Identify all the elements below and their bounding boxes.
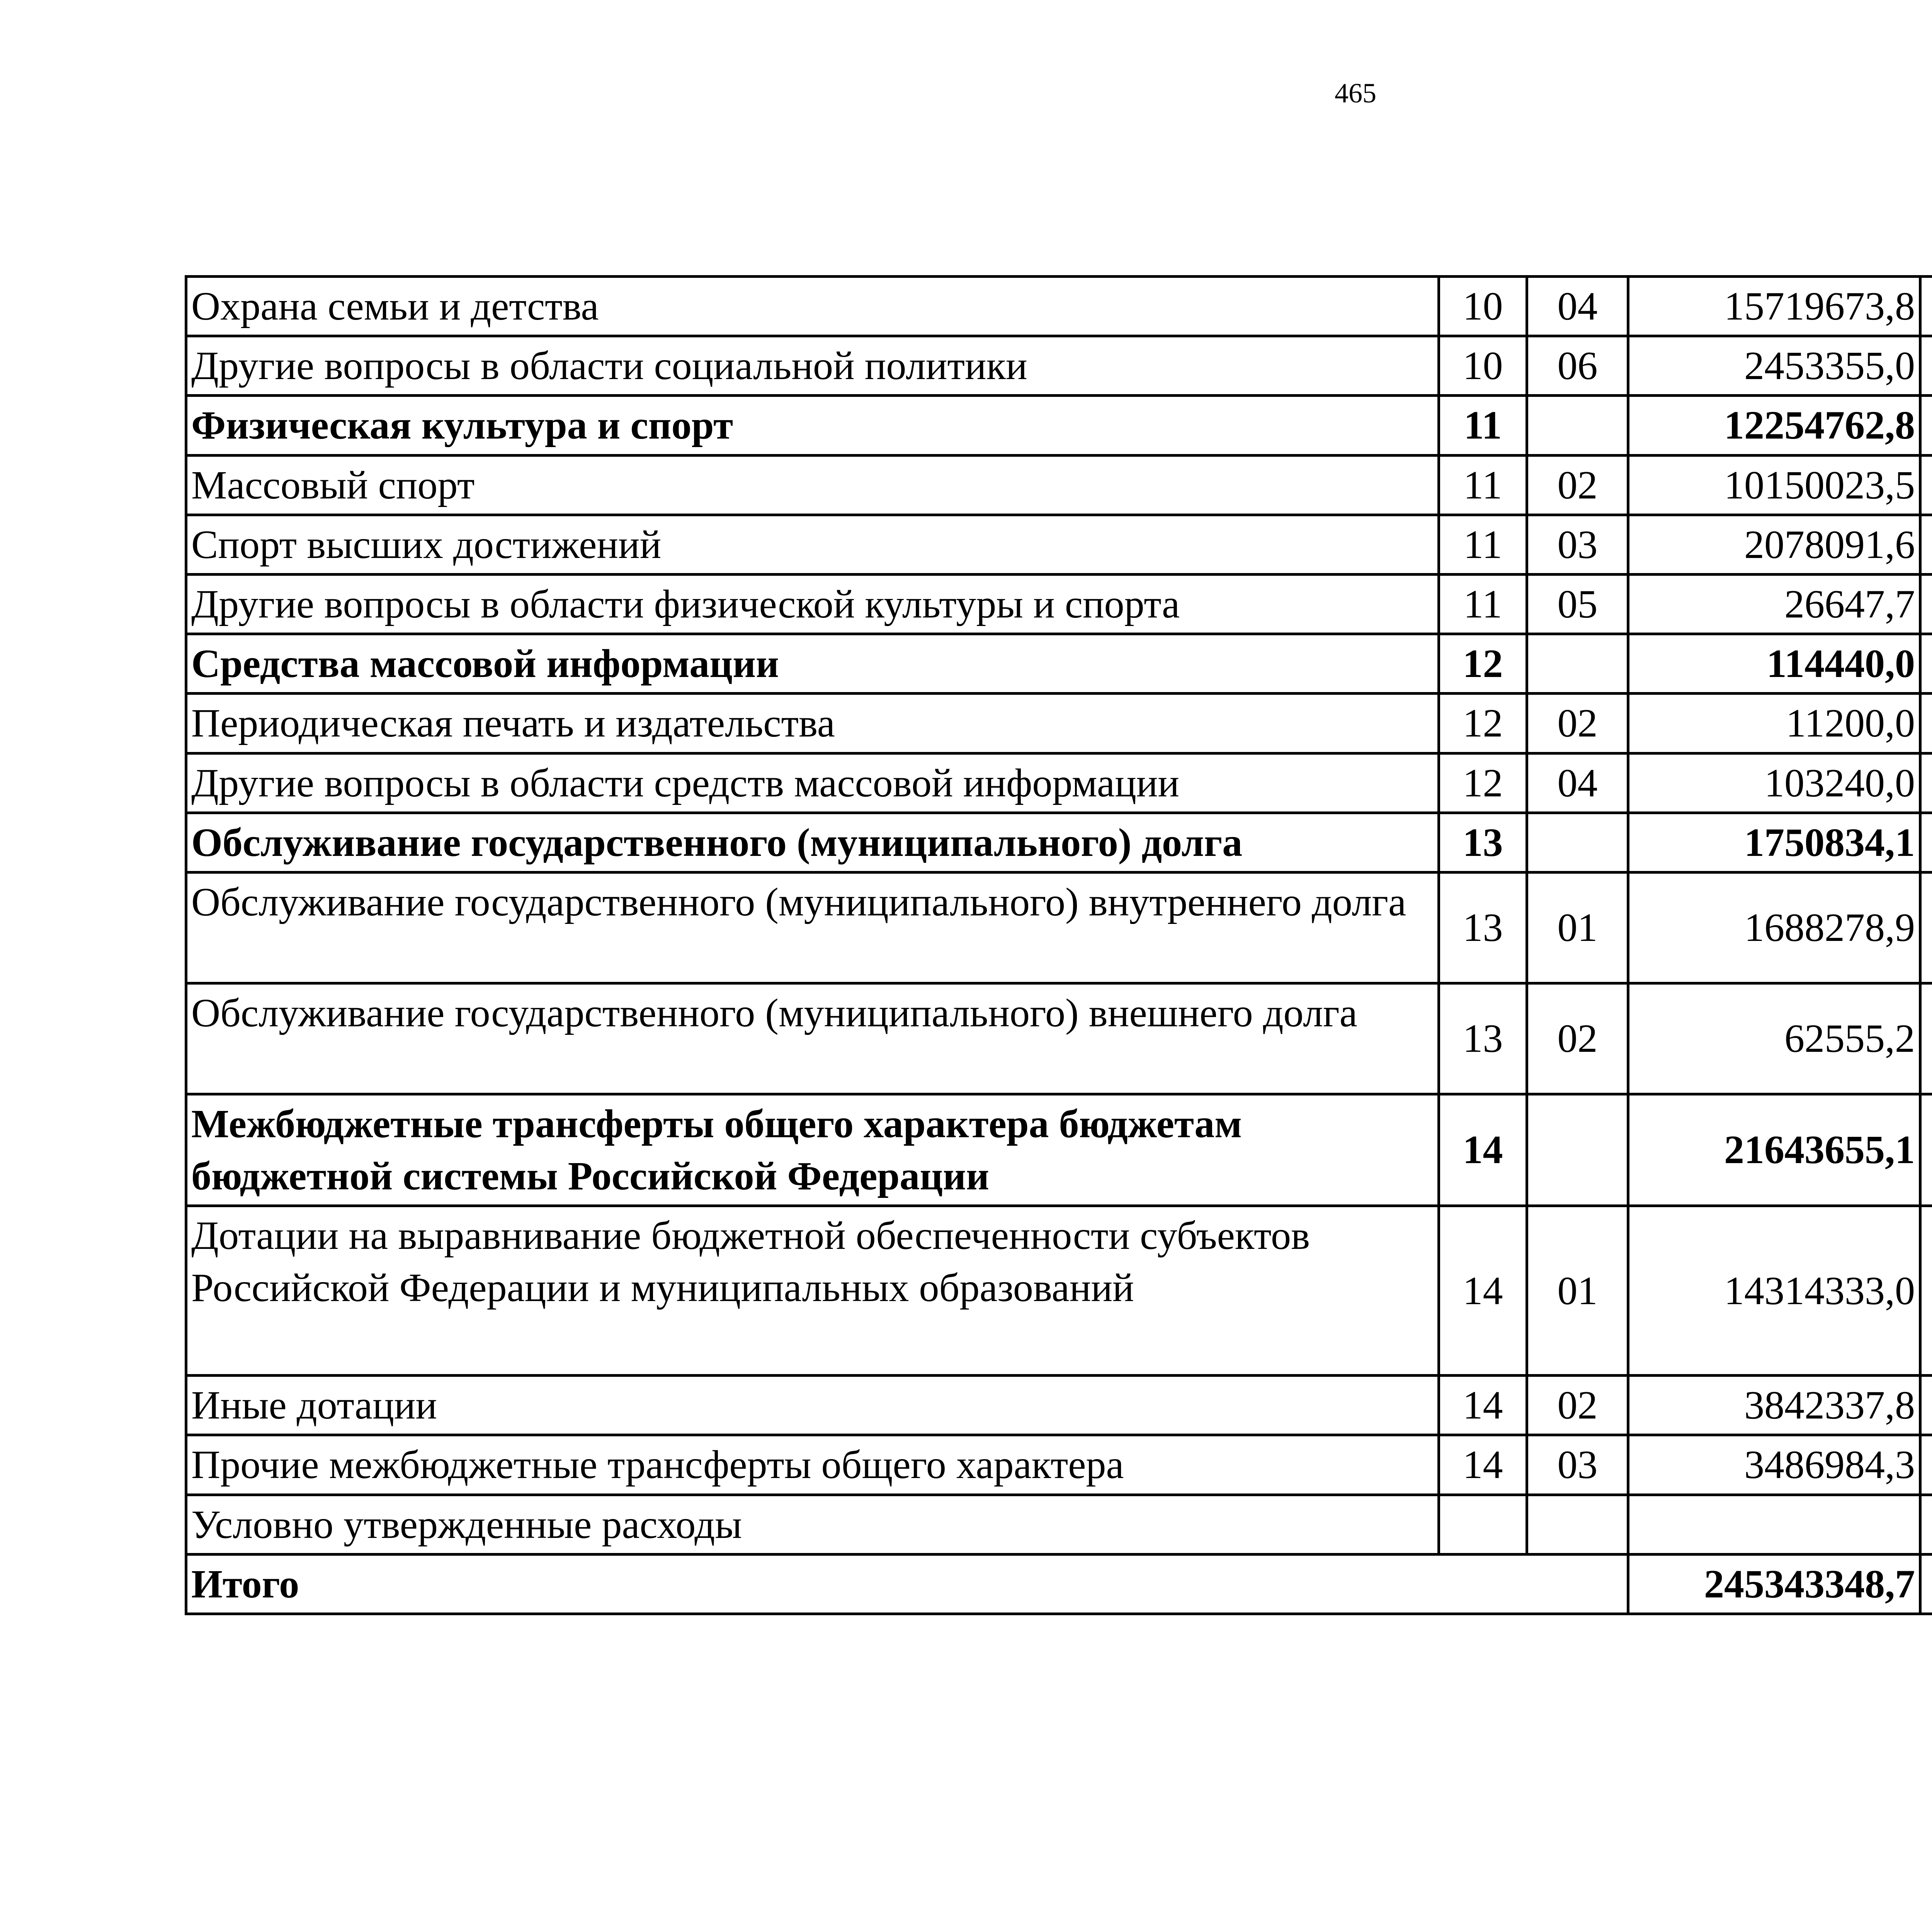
row-value-1: 14314333,0: [1628, 1206, 1920, 1376]
row-subsection-code: 02: [1527, 455, 1628, 515]
row-section-code: 13: [1439, 872, 1527, 983]
row-value-2: [1920, 1376, 1932, 1435]
row-subsection-code: 01: [1527, 872, 1628, 983]
row-subsection-code: [1527, 634, 1628, 694]
row-subsection-code: [1527, 396, 1628, 455]
row-section-code: 12: [1439, 694, 1527, 753]
row-value-1: 62555,2: [1628, 983, 1920, 1094]
row-subsection-code: 06: [1527, 336, 1628, 396]
row-section-code: [1439, 1495, 1527, 1554]
row-subsection-code: 03: [1527, 515, 1628, 574]
row-name: Периодическая печать и издательства: [186, 694, 1439, 753]
table-row: [186, 753, 1932, 813]
page-number: 465: [1335, 78, 1376, 109]
table-row: [186, 515, 1932, 574]
row-name: Физическая культура и спорт: [186, 396, 1439, 455]
total-label: Итого: [186, 1554, 1628, 1614]
row-value-1: [1628, 1495, 1920, 1554]
row-value-2: [1920, 872, 1932, 983]
row-subsection-code: 02: [1527, 694, 1628, 753]
row-value-1: 2078091,6: [1628, 515, 1920, 574]
table-row: [186, 574, 1932, 634]
row-value-2: [1920, 396, 1932, 455]
row-section-code: 11: [1439, 574, 1527, 634]
row-section-code: 12: [1439, 753, 1527, 813]
row-value-2: [1920, 753, 1932, 813]
row-value-2: [1920, 574, 1932, 634]
row-value-1: 11200,0: [1628, 694, 1920, 753]
row-section-code: 10: [1439, 336, 1527, 396]
row-value-2: [1920, 1495, 1932, 1554]
row-value-2: [1920, 694, 1932, 753]
row-subsection-code: 02: [1527, 983, 1628, 1094]
row-subsection-code: [1527, 813, 1628, 872]
row-value-1: 3842337,8: [1628, 1376, 1920, 1435]
row-value-2: [1920, 1094, 1932, 1206]
row-name: Обслуживание государственного (муниципального) внешнего долга: [186, 983, 1439, 1094]
row-section-code: 14: [1439, 1094, 1527, 1206]
row-value-2: [1920, 455, 1932, 515]
row-name: Обслуживание государственного (муниципального) внутреннего долга: [186, 872, 1439, 983]
row-subsection-code: 01: [1527, 1206, 1628, 1376]
row-value-1: 1750834,1: [1628, 813, 1920, 872]
row-subsection-code: 04: [1527, 277, 1628, 336]
row-subsection-code: 05: [1527, 574, 1628, 634]
row-section-code: 11: [1439, 455, 1527, 515]
row-name: Дотации на выравнивание бюджетной обеспеченности субъектов Российской Федерации и муниципальных образований: [186, 1206, 1439, 1376]
row-value-1: 10150023,5: [1628, 455, 1920, 515]
row-subsection-code: 04: [1527, 753, 1628, 813]
row-name: Межбюджетные трансферты общего характера бюджетам бюджетной системы Российской Федерации: [186, 1094, 1439, 1206]
row-value-1: 15719673,8: [1628, 277, 1920, 336]
table-row: [186, 1435, 1932, 1495]
row-value-1: 114440,0: [1628, 634, 1920, 694]
table-row: [186, 1376, 1932, 1435]
row-name: Другие вопросы в области средств массовой информации: [186, 753, 1439, 813]
section-row: [186, 813, 1932, 872]
row-name: Обслуживание государственного (муниципального) долга: [186, 813, 1439, 872]
table-row: [186, 872, 1932, 983]
row-value-2: [1920, 1206, 1932, 1376]
total-value-1: 245343348,7: [1628, 1554, 1920, 1614]
row-value-1: 21643655,1: [1628, 1094, 1920, 1206]
table-row: [186, 277, 1932, 336]
table-row: [186, 336, 1932, 396]
row-name: Средства массовой информации: [186, 634, 1439, 694]
table-row: [186, 983, 1932, 1094]
budget-table: [185, 275, 1932, 1615]
table-row: [186, 1206, 1932, 1376]
row-value-2: [1920, 634, 1932, 694]
total-row: [186, 1554, 1932, 1614]
row-value-2: [1920, 1435, 1932, 1495]
row-section-code: 11: [1439, 396, 1527, 455]
row-section-code: 12: [1439, 634, 1527, 694]
row-value-1: 103240,0: [1628, 753, 1920, 813]
table-row: [186, 455, 1932, 515]
row-value-2: [1920, 277, 1932, 336]
row-subsection-code: 02: [1527, 1376, 1628, 1435]
row-section-code: 13: [1439, 813, 1527, 872]
row-section-code: 11: [1439, 515, 1527, 574]
row-name: Другие вопросы в области социальной политики: [186, 336, 1439, 396]
row-section-code: 13: [1439, 983, 1527, 1094]
row-value-1: 26647,7: [1628, 574, 1920, 634]
row-value-1: 3486984,3: [1628, 1435, 1920, 1495]
row-name: Иные дотации: [186, 1376, 1439, 1435]
row-value-2: [1920, 336, 1932, 396]
row-subsection-code: [1527, 1495, 1628, 1554]
row-value-1: 2453355,0: [1628, 336, 1920, 396]
row-name: Прочие межбюджетные трансферты общего характера: [186, 1435, 1439, 1495]
section-row: [186, 634, 1932, 694]
row-value-1: 12254762,8: [1628, 396, 1920, 455]
row-section-code: 14: [1439, 1376, 1527, 1435]
row-name: Условно утвержденные расходы: [186, 1495, 1439, 1554]
row-name: Массовый спорт: [186, 455, 1439, 515]
row-section-code: 10: [1439, 277, 1527, 336]
row-name: Охрана семьи и детства: [186, 277, 1439, 336]
row-section-code: 14: [1439, 1435, 1527, 1495]
row-name: Спорт высших достижений: [186, 515, 1439, 574]
table-row: [186, 1495, 1932, 1554]
section-row: [186, 396, 1932, 455]
section-row: [186, 1094, 1932, 1206]
table-row: [186, 694, 1932, 753]
total-value-2: [1920, 1554, 1932, 1614]
row-section-code: 14: [1439, 1206, 1527, 1376]
row-value-2: [1920, 515, 1932, 574]
row-value-2: [1920, 983, 1932, 1094]
row-subsection-code: 03: [1527, 1435, 1628, 1495]
row-name: Другие вопросы в области физической культуры и спорта: [186, 574, 1439, 634]
row-subsection-code: [1527, 1094, 1628, 1206]
row-value-2: [1920, 813, 1932, 872]
row-value-1: 1688278,9: [1628, 872, 1920, 983]
